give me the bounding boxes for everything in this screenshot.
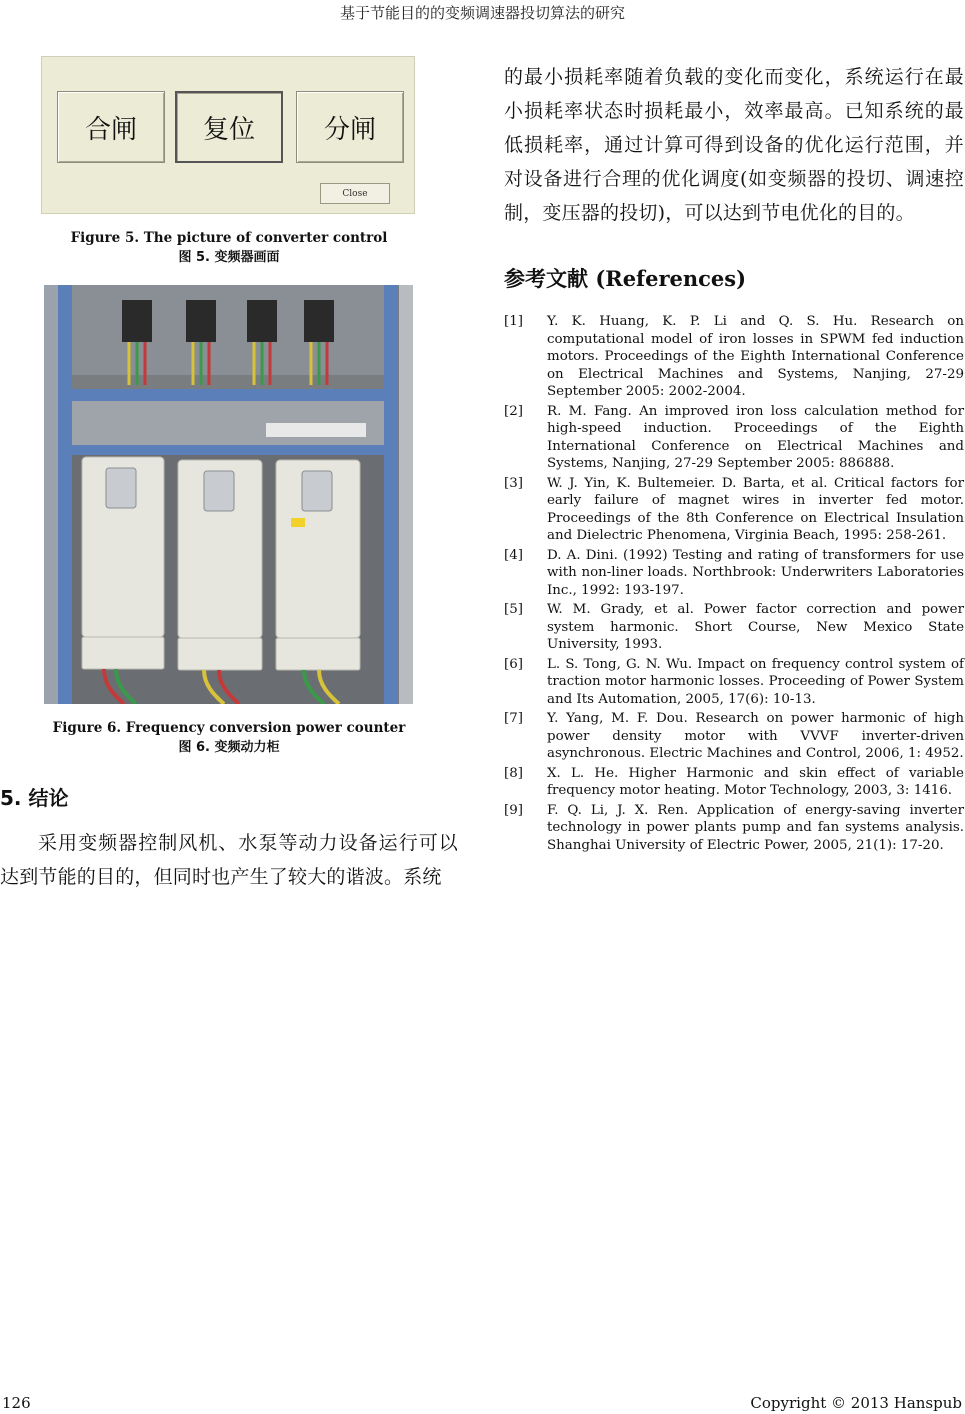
references-heading-en: (References) [595,266,747,291]
reference-text: L. S. Tong, G. N. Wu. Impact on frequency control system of traction motor harmonic losses. Proceeding of Power System and Its Automation, 2005, 17(6): 10-13. [547,656,964,707]
conclusion-paragraph: 采用变频器控制风机、水泵等动力设备运行可以达到节能的目的，但同时也产生了较大的谐波。系统 [0,832,458,888]
continued-paragraph: 的最小损耗率随着负载的变化而变化，系统运行在最小损耗率状态时损耗最小，效率最高。已知系统的最低损耗率，通过计算可得到设备的优化运行范围，并对设备进行合理的优化调度(如变频器的投切、调速控制，变压器的投切)，可以达到节电优化的目的。 [504,66,964,224]
section-5-heading: 5. 结论 [0,786,69,810]
references-heading [504,263,746,293]
reference-number: [7] [504,711,523,726]
reference-item [504,547,964,600]
reference-text: Y. K. Huang, K. P. Li and Q. S. Hu. Research on computational model of iron losses in SPWM fed induction motors. Proceedings of the Eighth International Conference on Electrical Machines and Systems, Nanjing, 27-29 September 2005: 2002-2004. [547,314,964,399]
reference-number: [4] [504,547,523,563]
close-window-button: Close [320,183,390,204]
reference-text: D. A. Dini. (1992) Testing and rating of transformers for use with non-liner loads. Northbrook: Underwriters Laboratories Inc., 1992: 193-197. [547,547,964,598]
reference-text: F. Q. Li, J. X. Ren. Application of energy-saving inverter technology in power plants pump and fan systems analysis. Shanghai University of Electric Power, 2005, 21(1): 17-20. [547,802,964,853]
page-number: 126 [2,1394,31,1412]
reference-item [504,475,964,545]
reference-number: [2] [504,403,523,419]
reference-item [504,313,964,401]
reference-text: Y. Yang, M. F. Dou. Research on power harmonic of high power density motor with VVVF inverter-driven asynchronous. Electric Machines and Control, 2006, 1: 4952. [547,711,964,761]
figure6-caption-en: Figure 6. Frequency conversion power counter [52,720,406,736]
reference-item [504,601,964,654]
figure6-caption-cn: 图 6. 变频动力柜 [178,740,280,755]
close-breaker-button: 合闸 [57,91,165,163]
figure5-caption-en: Figure 5. The picture of converter control [70,230,388,246]
reference-list [504,313,964,856]
reference-number: [3] [504,475,523,491]
figure5-caption [0,229,458,267]
reference-number: [6] [504,656,523,672]
reference-item [504,656,964,709]
reference-number: [8] [504,765,523,781]
open-breaker-button: 分闸 [296,91,404,163]
reference-number: [5] [504,602,523,617]
reference-item [504,802,964,855]
reset-button: 复位 [175,91,283,163]
running-header: 基于节能目的的变频调速器投切算法的研究 [339,4,625,22]
reference-item [504,403,964,473]
reference-number: [1] [504,314,523,329]
reference-item [504,710,964,763]
reference-item [504,765,964,800]
reference-number: [9] [504,802,523,818]
copyright-notice: Copyright © 2013 Hanspub [750,1394,962,1412]
reference-text: X. L. He. Higher Harmonic and skin effect of variable frequency motor heating. Motor Technology, 2003, 3: 1416. [547,765,964,798]
power-cabinet-photo [44,285,413,704]
reference-text: W. M. Grady, et al. Power factor correction and power system harmonic. Short Course, New Mexico State University, 1993. [547,602,964,652]
figure5-caption-cn: 图 5. 变频器画面 [178,250,280,265]
reference-text: R. M. Fang. An improved iron loss calculation method for high-speed induction. Proceedings of the Eighth International Conference on Electrical Machines and Systems, Nanjing, 27-29 September 2005: 886888. [547,403,964,471]
converter-control-figure [41,56,415,214]
figure6-caption [0,719,458,757]
reference-text: W. J. Yin, K. Bultemeier. D. Barta, et al. Critical factors for early failure of magnet wires in inverter fed motor. Proceedings of the 8th Conference on Electrical Insulation and Dielectric Phenomena, Virginia Beach, 1995: 258-261. [547,475,964,543]
references-heading-cn: 参考文献 [504,267,588,291]
